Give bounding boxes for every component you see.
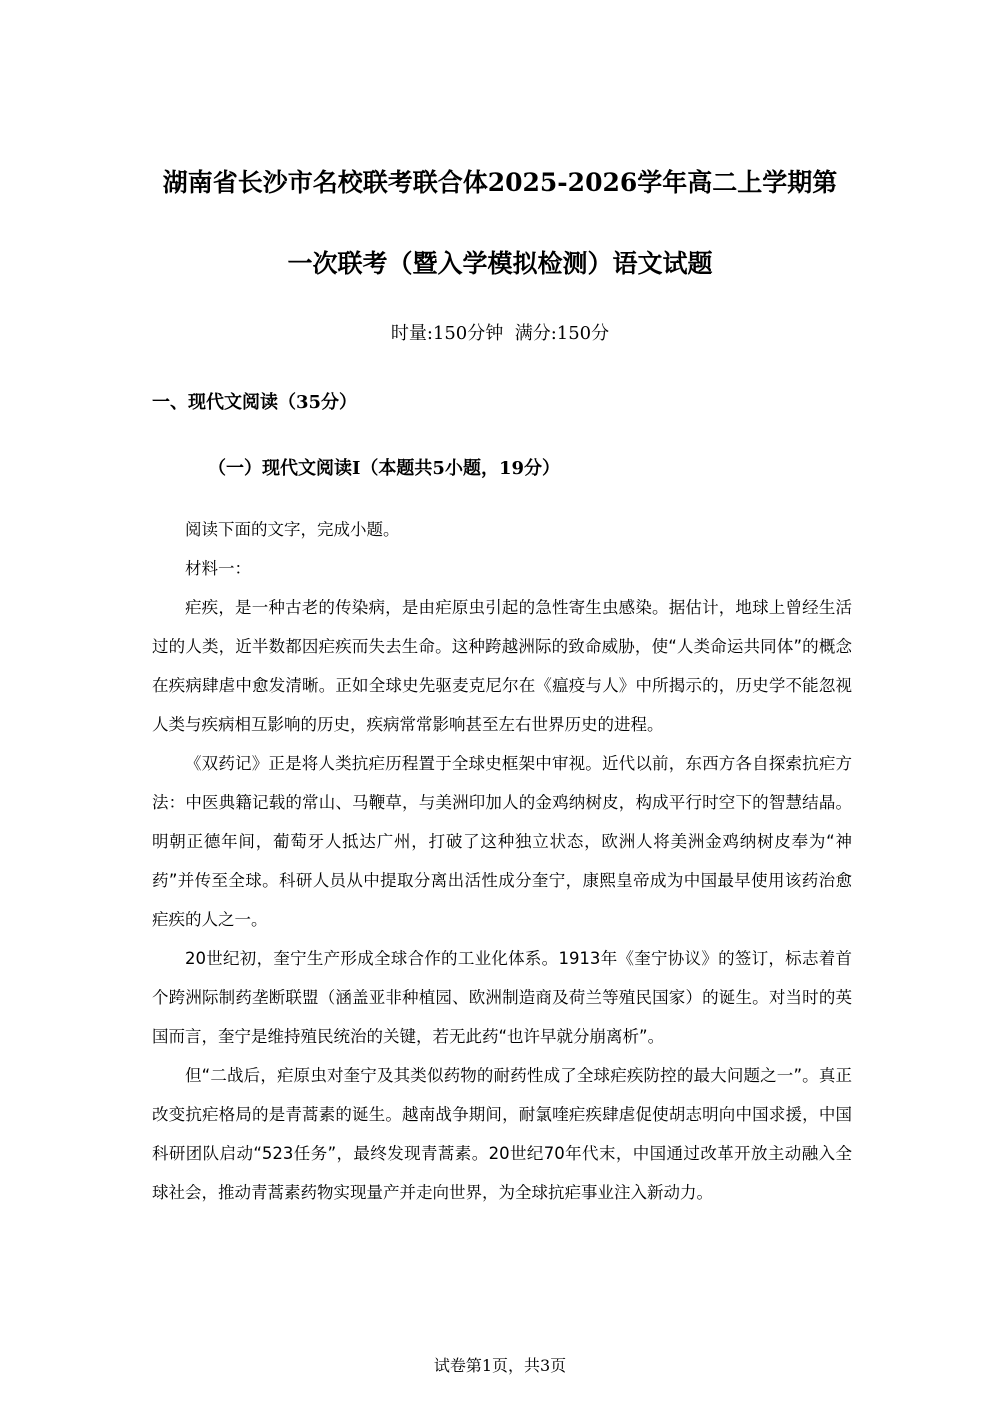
passage-paragraph: 《双药记》正是将人类抗疟历程置于全球史框架中审视。近代以前，东西方各自探索抗疟方法：中医典籍记载的常山、马鞭草，与美洲印加人的金鸡纳树皮，构成平行时空下的智慧结晶。明朝正德年间，葡萄牙人抵达广州，打破了这种独立状态，欧洲人将美洲金鸡纳树皮奉为“神药”并传至全球。科研人员从中提取分离出活性成分奎宁，康熙皇帝成为中国最早使用该药治愈疟疾的人之一。 [152, 754, 852, 929]
passage-paragraph: 但“二战后，疟原虫对奎宁及其类似药物的耐药性成了全球疟疾防控的最大问题之一”。真正改变抗疟格局的是青蒿素的诞生。越南战争期间，耐氯喹疟疾肆虐促使胡志明向中国求援，中国科研团队启动“523任务”，最终发现青蒿素。20世纪70年代末，中国通过改革开放主动融入全球社会，推动青蒿素药物实现量产并走向世界，为全球抗疟事业注入新动力。 [152, 1066, 852, 1202]
passage-paragraph: 20世纪初，奎宁生产形成全球合作的工业化体系。1913年《奎宁协议》的签订，标志着首个跨洲际制药垄断联盟（涵盖亚非种植园、欧洲制造商及荷兰等殖民国家）的诞生。对当时的英国而言，奎宁是维持殖民统治的关键，若无此药“也许早就分崩离析”。 [152, 949, 852, 1046]
page-footer: 试卷第1页，共3页 [433, 1356, 567, 1375]
reading-passage [152, 510, 852, 1212]
instruction-text: 阅读下面的文字，完成小题。 [185, 520, 400, 539]
document-title-line-2: 一次联考（暨入学模拟检测）语文试题 [287, 249, 713, 278]
document-title-line-1: 湖南省长沙市名校联考联合体2025-2026学年高二上学期第 [162, 168, 838, 197]
subsection-heading: （一）现代文阅读Ⅰ（本题共5小题，19分） [208, 458, 560, 479]
passage-paragraph: 疟疾，是一种古老的传染病，是由疟原虫引起的急性寄生虫感染。据估计，地球上曾经生活过的人类，近半数都因疟疾而失去生命。这种跨越洲际的致命威胁，使“人类命运共同体”的概念在疾病肆虐中愈发清晰。正如全球史先驱麦克尼尔在《瘟疫与人》中所揭示的，历史学不能忽视人类与疾病相互影响的历史，疾病常常影响甚至左右世界历史的进程。 [152, 598, 852, 734]
section-heading: 一、现代文阅读（35分） [152, 392, 358, 413]
material-label: 材料一： [185, 559, 251, 578]
exam-time-and-score: 时量:150分钟 满分:150分 [390, 323, 610, 344]
